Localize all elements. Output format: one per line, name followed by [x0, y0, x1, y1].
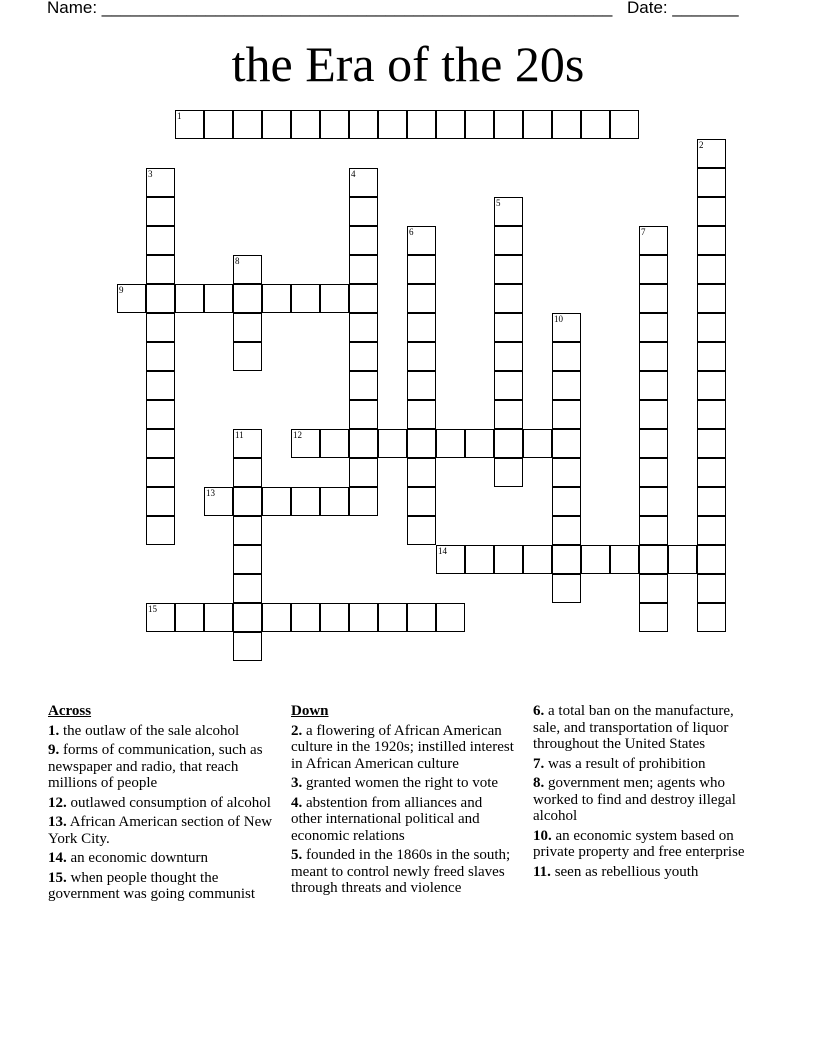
- grid-cell[interactable]: [610, 110, 639, 139]
- grid-cell[interactable]: [291, 110, 320, 139]
- grid-cell[interactable]: [697, 603, 726, 632]
- grid-cell[interactable]: [494, 284, 523, 313]
- grid-cell[interactable]: [639, 545, 668, 574]
- grid-cell[interactable]: [407, 313, 436, 342]
- grid-cell[interactable]: [233, 255, 262, 284]
- grid-cell[interactable]: [436, 545, 465, 574]
- grid-cell[interactable]: [291, 603, 320, 632]
- grid-cell[interactable]: [610, 545, 639, 574]
- clue-text: granted women the right to vote: [306, 775, 499, 791]
- clue-down-5: [291, 847, 515, 897]
- grid-cell[interactable]: [523, 545, 552, 574]
- grid-cell[interactable]: [581, 545, 610, 574]
- grid-cell[interactable]: [349, 284, 378, 313]
- clue-number: 4.: [291, 794, 303, 811]
- grid-cell[interactable]: [349, 313, 378, 342]
- grid-cell[interactable]: [349, 603, 378, 632]
- name-field: Name: ______________________________________________________: [47, 0, 613, 17]
- grid-cell[interactable]: [407, 110, 436, 139]
- grid-cell[interactable]: [378, 429, 407, 458]
- grid-cell[interactable]: [697, 284, 726, 313]
- clue-text: an economic system based on private property and free enterprise: [533, 827, 745, 860]
- grid-cell[interactable]: [639, 342, 668, 371]
- clue-across-14: [48, 850, 280, 867]
- grid-cell[interactable]: [552, 458, 581, 487]
- clue-number: 10.: [533, 827, 552, 844]
- clue-number: 13.: [48, 814, 67, 830]
- grid-cell[interactable]: [697, 574, 726, 603]
- cell-number: 14: [438, 546, 447, 556]
- grid-cell[interactable]: [407, 226, 436, 255]
- grid-cell[interactable]: [175, 284, 204, 313]
- grid-cell[interactable]: [146, 255, 175, 284]
- grid-cell[interactable]: [639, 255, 668, 284]
- grid-cell[interactable]: [320, 487, 349, 516]
- grid-cell[interactable]: [349, 168, 378, 197]
- clue-text: was a result of prohibition: [548, 755, 706, 772]
- clue-number: 7.: [533, 755, 545, 772]
- grid-cell[interactable]: [697, 487, 726, 516]
- grid-cell[interactable]: [697, 342, 726, 371]
- across-heading: Across: [48, 703, 92, 719]
- grid-cell[interactable]: [146, 342, 175, 371]
- grid-cell[interactable]: [233, 429, 262, 458]
- clue-down-11: [533, 864, 761, 881]
- grid-cell[interactable]: [697, 226, 726, 255]
- grid-cell[interactable]: [378, 110, 407, 139]
- grid-cell[interactable]: [117, 284, 146, 313]
- grid-cell[interactable]: [291, 487, 320, 516]
- grid-cell[interactable]: [349, 458, 378, 487]
- clue-down-10: [533, 828, 761, 861]
- grid-cell[interactable]: [494, 226, 523, 255]
- grid-cell[interactable]: [494, 342, 523, 371]
- grid-cell[interactable]: [552, 400, 581, 429]
- grid-cell[interactable]: [233, 574, 262, 603]
- clue-across-13: [48, 814, 280, 847]
- grid-cell[interactable]: [233, 516, 262, 545]
- grid-cell[interactable]: [523, 429, 552, 458]
- grid-cell[interactable]: [349, 371, 378, 400]
- grid-cell[interactable]: [233, 632, 262, 661]
- grid-cell[interactable]: [407, 603, 436, 632]
- down-clues: [291, 703, 515, 900]
- grid-cell[interactable]: [697, 458, 726, 487]
- grid-cell[interactable]: [552, 545, 581, 574]
- grid-cell[interactable]: [407, 371, 436, 400]
- grid-cell[interactable]: [146, 516, 175, 545]
- grid-cell[interactable]: [552, 516, 581, 545]
- grid-cell[interactable]: [204, 603, 233, 632]
- grid-cell[interactable]: [697, 168, 726, 197]
- grid-cell[interactable]: [233, 313, 262, 342]
- grid-cell[interactable]: [639, 284, 668, 313]
- grid-cell[interactable]: [668, 545, 697, 574]
- clue-number: 15.: [48, 869, 67, 886]
- grid-cell[interactable]: [349, 429, 378, 458]
- grid-cell[interactable]: [523, 110, 552, 139]
- grid-cell[interactable]: [494, 400, 523, 429]
- clue-across-12: [48, 795, 280, 812]
- cell-number: 5: [496, 198, 501, 208]
- grid-cell[interactable]: [175, 603, 204, 632]
- clue-text: the outlaw of the sale alcohol: [63, 722, 240, 739]
- grid-cell[interactable]: [146, 603, 175, 632]
- grid-cell[interactable]: [697, 429, 726, 458]
- grid-cell[interactable]: [697, 255, 726, 284]
- grid-cell[interactable]: [407, 458, 436, 487]
- grid-cell[interactable]: [697, 545, 726, 574]
- grid-cell[interactable]: [639, 516, 668, 545]
- grid-cell[interactable]: [349, 487, 378, 516]
- clue-number: 9.: [48, 742, 60, 758]
- clue-down-3: [291, 775, 515, 792]
- clue-number: 14.: [48, 850, 67, 866]
- grid-cell[interactable]: [262, 603, 291, 632]
- grid-cell[interactable]: [407, 400, 436, 429]
- grid-cell[interactable]: [146, 371, 175, 400]
- grid-cell[interactable]: [407, 429, 436, 458]
- cell-number: 13: [206, 488, 215, 498]
- cell-number: 6: [409, 227, 414, 237]
- grid-cell[interactable]: [204, 110, 233, 139]
- grid-cell[interactable]: [465, 110, 494, 139]
- grid-cell[interactable]: [552, 429, 581, 458]
- clue-down-8: [533, 775, 761, 825]
- grid-cell[interactable]: [233, 458, 262, 487]
- grid-cell[interactable]: [465, 429, 494, 458]
- grid-cell[interactable]: [233, 487, 262, 516]
- grid-cell[interactable]: [204, 284, 233, 313]
- grid-cell[interactable]: [494, 545, 523, 574]
- grid-cell[interactable]: [262, 284, 291, 313]
- grid-cell[interactable]: [494, 110, 523, 139]
- grid-cell[interactable]: [378, 603, 407, 632]
- clue-number: 1.: [48, 722, 60, 739]
- cell-number: 3: [148, 169, 153, 179]
- grid-cell[interactable]: [291, 429, 320, 458]
- grid-cell[interactable]: [494, 458, 523, 487]
- grid-cell[interactable]: [146, 168, 175, 197]
- grid-cell[interactable]: [407, 342, 436, 371]
- clue-text: when people thought the government was going communist: [48, 869, 256, 902]
- clue-across-1: [48, 723, 280, 740]
- grid-cell[interactable]: [146, 400, 175, 429]
- cell-number: 2: [699, 140, 704, 150]
- clue-down-4: [291, 795, 515, 845]
- grid-cell[interactable]: [639, 458, 668, 487]
- grid-cell[interactable]: [436, 603, 465, 632]
- grid-cell[interactable]: [639, 487, 668, 516]
- cell-number: 12: [293, 430, 302, 440]
- grid-cell[interactable]: [146, 487, 175, 516]
- grid-cell[interactable]: [146, 458, 175, 487]
- cell-number: 15: [148, 604, 157, 614]
- clue-number: 11.: [533, 863, 551, 880]
- cell-number: 11: [235, 430, 244, 440]
- clue-text: founded in the 1860s in the south; meant to control newly freed slaves through threats and violence: [291, 847, 511, 896]
- grid-cell[interactable]: [233, 603, 262, 632]
- grid-cell[interactable]: [407, 516, 436, 545]
- grid-cell[interactable]: [291, 284, 320, 313]
- cell-number: 8: [235, 256, 240, 266]
- grid-cell[interactable]: [146, 429, 175, 458]
- clue-across-9: [48, 742, 280, 792]
- grid-cell[interactable]: [407, 284, 436, 313]
- clue-text: African American section of New York City.: [48, 814, 273, 847]
- grid-cell[interactable]: [552, 342, 581, 371]
- grid-cell[interactable]: [697, 371, 726, 400]
- grid-cell[interactable]: [697, 400, 726, 429]
- puzzle-title: the Era of the 20s: [231, 36, 585, 92]
- clue-text: seen as rebellious youth: [554, 863, 699, 880]
- grid-cell[interactable]: [697, 516, 726, 545]
- clue-across-15: [48, 870, 280, 903]
- clue-text: government men; agents who worked to find and destroy illegal alcohol: [533, 775, 736, 824]
- clue-text: an economic downturn: [70, 850, 208, 866]
- grid-cell[interactable]: [146, 284, 175, 313]
- grid-cell[interactable]: [407, 487, 436, 516]
- clue-text: forms of communication, such as newspaper and radio, that reach millions of people: [48, 742, 263, 791]
- grid-cell[interactable]: [552, 110, 581, 139]
- clue-number: 3.: [291, 775, 303, 791]
- grid-cell[interactable]: [494, 313, 523, 342]
- grid-cell[interactable]: [552, 574, 581, 603]
- cell-number: 9: [119, 285, 124, 295]
- grid-cell[interactable]: [639, 400, 668, 429]
- grid-cell[interactable]: [320, 284, 349, 313]
- clue-down-7: [533, 756, 761, 773]
- cell-number: 4: [351, 169, 356, 179]
- grid-cell[interactable]: [697, 139, 726, 168]
- cell-number: 10: [554, 314, 563, 324]
- clue-number: 6.: [533, 703, 545, 719]
- grid-cell[interactable]: [552, 487, 581, 516]
- grid-cell[interactable]: [494, 255, 523, 284]
- date-field: Date: _______: [627, 0, 739, 17]
- grid-cell[interactable]: [552, 313, 581, 342]
- grid-cell[interactable]: [349, 400, 378, 429]
- cell-number: 7: [641, 227, 646, 237]
- grid-cell[interactable]: [494, 429, 523, 458]
- clue-down-2: [291, 723, 515, 773]
- grid-cell[interactable]: [436, 429, 465, 458]
- grid-cell[interactable]: [639, 313, 668, 342]
- grid-cell[interactable]: [465, 545, 494, 574]
- grid-cell[interactable]: [552, 371, 581, 400]
- down-clues-continued: [533, 703, 761, 883]
- clue-number: 8.: [533, 775, 545, 791]
- down-heading: Down: [291, 703, 329, 719]
- clue-number: 2.: [291, 722, 303, 739]
- across-clues: [48, 703, 280, 906]
- grid-cell[interactable]: [320, 110, 349, 139]
- grid-cell[interactable]: [407, 255, 436, 284]
- grid-cell[interactable]: [349, 110, 378, 139]
- grid-cell[interactable]: [639, 429, 668, 458]
- grid-cell[interactable]: [175, 110, 204, 139]
- grid-cell[interactable]: [349, 342, 378, 371]
- grid-cell[interactable]: [320, 603, 349, 632]
- grid-cell[interactable]: [639, 226, 668, 255]
- grid-cell[interactable]: [349, 226, 378, 255]
- grid-cell[interactable]: [494, 197, 523, 226]
- clue-number: 5.: [291, 847, 303, 863]
- grid-cell[interactable]: [233, 110, 262, 139]
- clue-text: a total ban on the manufacture, sale, and transportation of liquor throughout the United States: [533, 703, 734, 752]
- clue-text: outlawed consumption of alcohol: [70, 794, 271, 811]
- cell-number: 1: [177, 111, 182, 121]
- grid-cell[interactable]: [349, 255, 378, 284]
- grid-cell[interactable]: [146, 226, 175, 255]
- clue-text: abstention from alliances and other international political and economic relations: [291, 794, 483, 844]
- grid-cell[interactable]: [204, 487, 233, 516]
- clue-text: a flowering of African American culture in the 1920s; instilled interest in African American culture: [291, 722, 514, 772]
- grid-cell[interactable]: [639, 574, 668, 603]
- grid-cell[interactable]: [436, 110, 465, 139]
- grid-cell[interactable]: [494, 371, 523, 400]
- grid-cell[interactable]: [639, 603, 668, 632]
- grid-cell[interactable]: [146, 313, 175, 342]
- grid-cell[interactable]: [262, 487, 291, 516]
- grid-cell[interactable]: [639, 371, 668, 400]
- grid-cell[interactable]: [233, 284, 262, 313]
- clue-down-6: [533, 703, 761, 753]
- grid-cell[interactable]: [320, 429, 349, 458]
- grid-cell[interactable]: [233, 545, 262, 574]
- grid-cell[interactable]: [146, 197, 175, 226]
- grid-cell[interactable]: [581, 110, 610, 139]
- grid-cell[interactable]: [233, 342, 262, 371]
- clue-number: 12.: [48, 794, 67, 811]
- grid-cell[interactable]: [697, 313, 726, 342]
- grid-cell[interactable]: [262, 110, 291, 139]
- grid-cell[interactable]: [349, 197, 378, 226]
- grid-cell[interactable]: [697, 197, 726, 226]
